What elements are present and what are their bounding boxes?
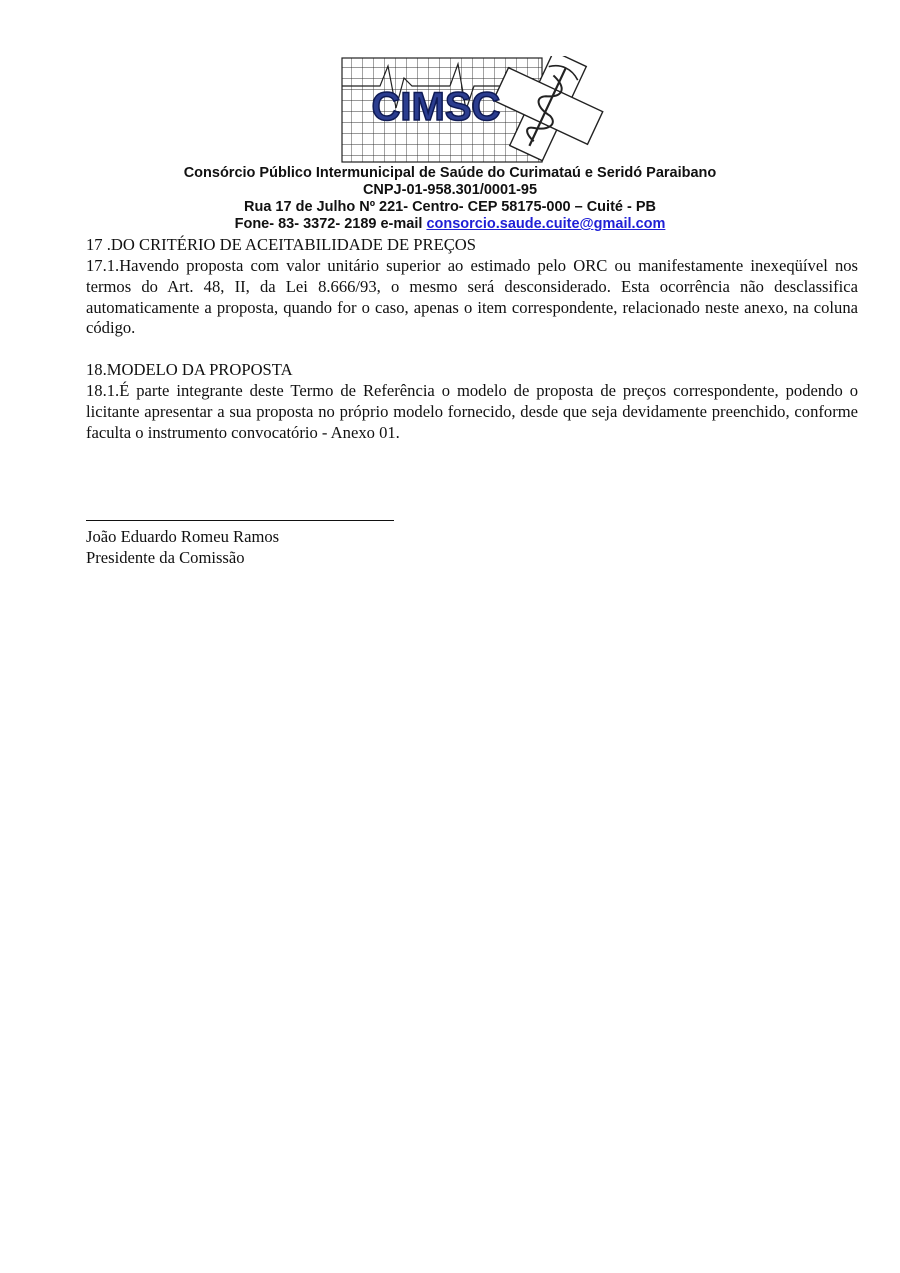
section-17-paragraph: 17.1.Havendo proposta com valor unitário superior ao estimado pelo ORC ou manifestamente inexeqüível nos termos do Art. 48, II, da Lei 8.666/93, o mesmo será desconsiderado. Esta ocorrência não desclassifica automaticamente a proposta, quando for o caso, apenas o item correspondente, relacionado neste anexo, na coluna código. <box>86 256 858 338</box>
phone-label: Fone- 83- 3372- 2189 e-mail <box>234 216 427 232</box>
section-18-title: 18.MODELO DA PROPOSTA <box>86 360 293 379</box>
section-17-title: 17 .DO CRITÉRIO DE ACEITABILIDADE DE PREÇOS <box>86 235 476 254</box>
cimsc-logo <box>340 56 610 166</box>
signatory-role: Presidente da Comissão <box>86 548 245 567</box>
signature-line <box>86 520 394 521</box>
contact-line <box>0 216 900 233</box>
org-name: Consórcio Público Intermunicipal de Saúde do Curimataú e Seridó Paraibano <box>183 165 717 181</box>
email-link[interactable]: consorcio.saude.cuite@gmail.com <box>426 216 666 232</box>
section-18-paragraph: 18.1.É parte integrante deste Termo de Referência o modelo de proposta de preços correspondente, podendo o licitante apresentar a sua proposta no próprio modelo fornecido, desde que seja devidamente preenchido, conforme faculta o instrumento convocatório - Anexo 01. <box>86 381 858 442</box>
logo-text: CIMSC <box>371 85 501 129</box>
address: Rua 17 de Julho Nº 221- Centro- CEP 58175-000 – Cuité - PB <box>244 199 656 215</box>
cnpj: CNPJ-01-958.301/0001-95 <box>362 182 538 198</box>
signatory-name: João Eduardo Romeu Ramos <box>86 527 280 546</box>
